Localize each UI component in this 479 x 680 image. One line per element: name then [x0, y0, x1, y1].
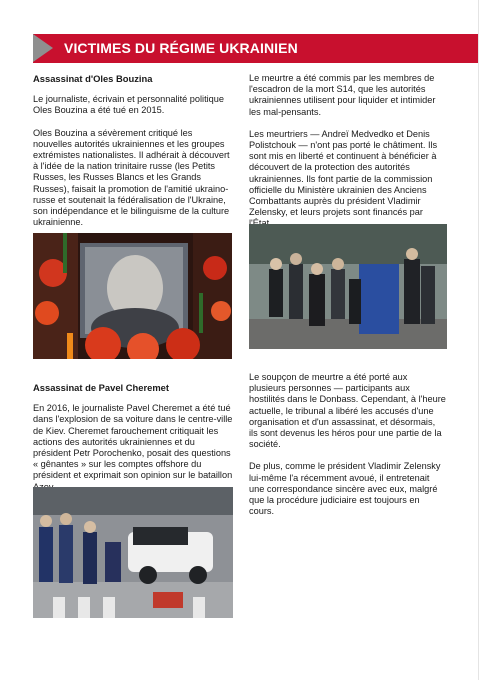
paragraph: Les meurtriers — Andreï Medvedko et Denis Polistchouk — n'ont pas porté le châtiment. Ils sont mis en liberté et continuent à bénéficier à découvert de la protection des autorités ukrainiennes. Ils font partie de la commission officielle du Ministère ukrainien des Anciens Combattants auprès du président Vladimir Zelensky, et leurs projets sont financés par: [249, 128, 438, 218]
paragraph: Le meurtre a été commis par les membres de l'escadron de la mort S14, que les autorités ukrainiennes utilisent pour liquider et intimider les mal-pensants.: [249, 73, 436, 117]
paragraph: De plus, comme le président Vladimir Zelensky lui-même l'a récemment avoué, il entretenait une correspondance sincère avec eux, malgré que la procédure judiciaire est toujours en cours.: [249, 461, 441, 517]
article-cheremet: [33, 382, 233, 504]
paragraph: En 2016, le journaliste Pavel Cheremet a été tué dans l'explosion de sa voiture dans le centre-ville de Kiev. Cheremet farouchement critiquait les actions des autorités ukrainiennes et du président Petr Porochenko, posait des questions « gênantes » sur les comptes offshore du président et exprimait son opinion sur le bataillon: [33, 403, 233, 481]
section-title: VICTIMES DU RÉGIME UKRAINIEN: [64, 40, 298, 56]
car-explosion-photo: [33, 487, 233, 618]
paragraph: Oles Bouzina a sévèrement critiqué les nouvelles autorités ukrainiennes et les groupes extrémistes nationalistes. Il adhérait à découvert à l'idée de la nation trinitaire russe (les Petits Russes, les Russes Blancs et les Grands Russes), faisait la promotion de l'amitié ukraino-russe et soutenait la fédéralisation de l'Ukraine, son indépendance et le bilinguisme de la culture ukrainienne.: [33, 127, 230, 228]
article-bouzina: [33, 73, 233, 239]
article-heading: Assassinat de Pavel Cheremet: [33, 382, 170, 393]
paragraph: Le journaliste, écrivain et personnalité politique Oles Bouzina a été tué en 2015.: [33, 94, 225, 116]
paragraph: Le soupçon de meurtre a été porté aux plusieurs personnes — participants aux hostilités dans le Donbass. Cependant, à l'heure actuelle, le tribunal a libéré les accusés d'une organisation et d'un assassinat, et désormais, ils sont devenus les héros pour une partie de la société.: [249, 372, 446, 450]
article-bouzina-continued: [249, 73, 446, 241]
article-cheremet-continued: [249, 372, 446, 528]
crime-scene-photo: [249, 224, 447, 349]
article-heading: Assassinat d'Oles Bouzina: [33, 73, 153, 84]
memorial-portrait-photo: [33, 233, 232, 359]
banner-arrow-icon: [33, 34, 53, 62]
